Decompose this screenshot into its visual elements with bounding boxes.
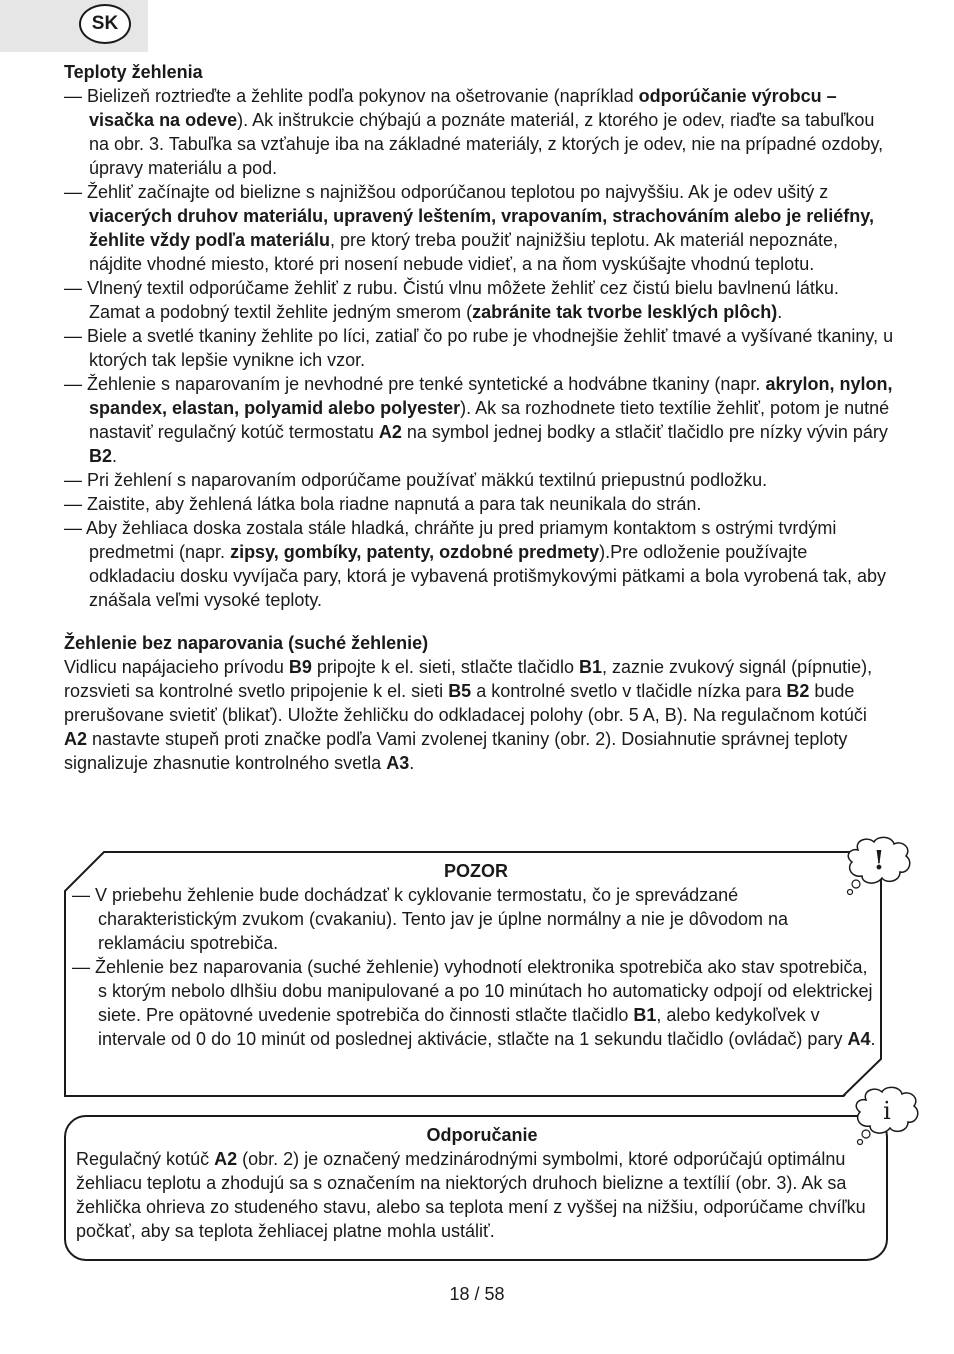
text-run: . <box>777 302 783 322</box>
text-run: nastavte stupeň proti značke podľa Vami zvolenej tkaniny (obr. 2). Dosiahnutie správnej teploty signalizuje zhasnutie kontrolného svetla <box>64 729 848 773</box>
text-run: — Biele a svetlé tkaniny žehlite po líci, zatiaľ čo po rube je vhodnejšie žehliť tmavé a vyšívané tkaniny, u ktorých tak lepšie vynikne ich vzor. <box>64 326 894 370</box>
text-run: Vidlicu napájacieho prívodu <box>64 657 289 677</box>
main-content <box>64 60 894 775</box>
bold-text: zipsy, gombíky, patenty, ozdobné predmety <box>230 542 600 562</box>
section-title-ironing-temperatures: Teploty žehlenia <box>64 62 203 82</box>
list-item <box>72 883 880 955</box>
text-run: — Vlnený textil odporúčame žehliť z rubu. Čistú vlnu môžete žehliť cez čistú bielu bavlnenú látku. Zamat a podobný textil žehlite jedným smerom ( <box>64 278 839 322</box>
section-title-dry-ironing: Žehlenie bez naparovania (suché žehlenie) <box>64 633 429 653</box>
list-item <box>64 84 894 180</box>
text-run: (obr. 2) je označený medzinárodnými symbolmi, ktoré odporúčajú optimálnu žehliacu teplotu a zhodujú sa s označením na niektorých druhoch bielizne a textílií (obr. 3). Ak sa žehlička ohrieva zo studeného stavu, alebo sa teplota mení z vyššej na nižšiu, odporúčame chvíľku počkať, aby sa teplota žehliacej platne mohla ustáliť. <box>76 1149 866 1241</box>
bold-text: B5 <box>448 681 472 701</box>
text-run: a kontrolné svetlo v tlačidle nízka para <box>471 681 787 701</box>
text-run: , alebo kedykoľvek v intervale od 0 do 10 minút od poslednej aktivácie, stlačte na 1 sekundu tlačidlo (ovládač) pary <box>98 1005 848 1049</box>
warning-content <box>72 859 880 1051</box>
tip-content <box>76 1123 888 1243</box>
text-run: — V priebehu žehlenie bude dochádzať k cyklovanie termostatu, čo je sprevádzané charakteristickým zvukom (cvakaniu). Tento jav je úplne normálny a nie je dôvodom na reklamáciu spotrebiča. <box>72 885 788 953</box>
page-number: 18 / 58 <box>449 1284 505 1304</box>
text-run: . <box>870 1029 876 1049</box>
list-item <box>64 372 894 468</box>
list-item <box>64 492 894 516</box>
bold-text: B1 <box>633 1005 657 1025</box>
list-item <box>72 955 880 1051</box>
info-cloud-icon <box>852 1086 922 1148</box>
bold-text: B2 <box>89 446 113 466</box>
text-run: Regulačný kotúč <box>76 1149 215 1169</box>
text-run: ). Ak inštrukcie chýbajú a poznáte materiál, z ktorého je odev, riaďte sa tabuľkou na obr. 3. Tabuľka sa vzťahuje iba na základné materiály, z ktorých je odev, nie na prípadné ozdoby, úpravy materiálu a pod. <box>89 110 884 178</box>
bold-text: odporúčanie výrobcu – visačka na odeve <box>89 86 837 130</box>
text-run: — Žehlenie bez naparovania (suché žehlenie) vyhodnotí elektronika spotrebiča ako stav spotrebiča, s ktorým nebolo dlhšiu dobu manipulované a po 10 minútach ho automaticky odpojí od elektrickej siete. Pre opätovné uvedenie spotrebiča do činnosti stlačte tlačidlo <box>72 957 873 1025</box>
bold-text: A2 <box>378 422 402 442</box>
list-item <box>64 468 894 492</box>
bold-text: B9 <box>288 657 312 677</box>
bold-text: A3 <box>386 753 410 773</box>
bold-text: viacerých druhov materiálu, upravený leštením, vrapovaním, strachováním alebo je reliéfny, žehlite vždy podľa materiálu <box>89 206 874 250</box>
bold-text: B2 <box>786 681 810 701</box>
bold-text: A2 <box>214 1149 238 1169</box>
text-run: — Žehliť začínajte od bielizne s najnižšou odporúčanou teplotou po najvyššiu. Ak je odev ušitý z <box>64 182 829 202</box>
tip-paragraph <box>76 1147 888 1243</box>
list-item <box>64 180 894 276</box>
text-run: — Aby žehliaca doska zostala stále hladká, chráňte ju pred priamym kontaktom s ostrými tvrdými predmetmi (napr. <box>64 518 837 562</box>
text-run: ). Ak sa rozhodnete tieto textílie žehliť, potom je nutné nastaviť regulačný kotúč termostatu <box>89 398 890 442</box>
bold-text: akrylon, nylon, spandex, elastan, polyamid alebo polyester <box>89 374 893 418</box>
list-item <box>64 276 894 324</box>
bold-text: B1 <box>578 657 602 677</box>
text-run: — Zaistite, aby žehlená látka bola riadne napnutá a para tak neunikala do strán. <box>64 494 702 514</box>
warning-title: POZOR <box>443 861 508 881</box>
text-run: . <box>112 446 118 466</box>
ironing-temperatures-list <box>64 84 894 612</box>
list-item <box>64 516 894 612</box>
text-run: , zaznie zvukový signál (pípnutie), rozsvieti sa kontrolné svetlo pripojenie k el. sieti <box>64 657 873 701</box>
dry-ironing-paragraph <box>64 655 894 775</box>
text-run: ).Pre odloženie používajte odkladaciu dosku vyvíjača pary, ktorá je vybavená protišmykovými pätkami a bola vyrobená tak, aby znášala veľmi vysoké teploty. <box>89 542 887 610</box>
text-run: — Bielizeň roztrieďte a žehlite podľa pokynov na ošetrovanie (napríklad <box>64 86 639 106</box>
text-run: na symbol jednej bodky a stlačiť tlačidlo pre nízky vývin páry <box>401 422 888 442</box>
text-run: — Pri žehlení s naparovaním odporúčame používať mäkkú textilnú priepustnú podložku. <box>64 470 768 490</box>
text-run: pripojte k el. sieti, stlačte tlačidlo <box>311 657 579 677</box>
info-symbol: i <box>883 1097 891 1125</box>
bold-text: zabránite tak tvorbe lesklých plôch) <box>472 302 778 322</box>
exclamation-cloud-icon <box>844 836 914 898</box>
text-run: , pre ktorý treba použiť najnižšiu teplotu. Ak materiál nepoznáte, nájdite vhodné miesto, ktoré pri nosení nebude vidieť, a na ňom vyskúšajte vhodnú teplotu. <box>89 230 839 274</box>
bold-text: A4 <box>847 1029 871 1049</box>
list-item <box>64 324 894 372</box>
exclamation-symbol: ! <box>873 846 885 876</box>
warning-list <box>72 883 880 1051</box>
tip-title: Odporučanie <box>426 1125 538 1145</box>
text-run: bude prerušovane svietiť (blikať). Uložte žehličku do odkladacej polohy (obr. 5 A, B). Na regulačnom kotúči <box>64 681 867 725</box>
language-badge: SK <box>79 4 131 44</box>
text-run: . <box>409 753 415 773</box>
text-run: — Žehlenie s naparovaním je nevhodné pre tenké syntetické a hodvábne tkaniny (napr. <box>64 374 766 394</box>
bold-text: A2 <box>64 729 88 749</box>
